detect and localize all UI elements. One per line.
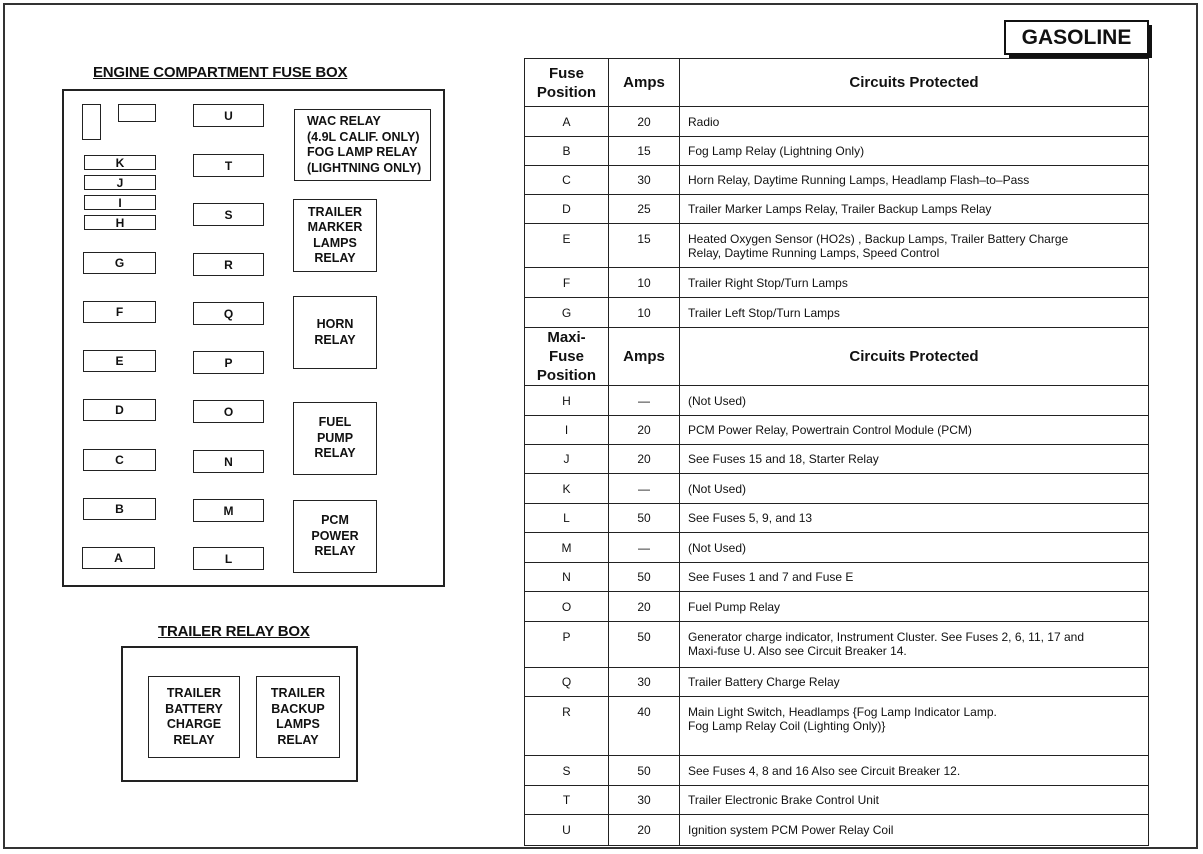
maxi-circuits-cell: See Fuses 5, 9, and 13 (680, 504, 1149, 533)
horn-relay: HORN RELAY (293, 296, 377, 369)
maxi-amps-cell: 50 (609, 504, 680, 533)
maxi-circuits-cell: Fuel Pump Relay (680, 592, 1149, 622)
maxi-position-cell: O (525, 592, 609, 622)
maxi-position-cell: K (525, 474, 609, 504)
maxi-circuits-cell: See Fuses 1 and 7 and Fuse E (680, 563, 1149, 592)
pcm-power-relay: PCM POWER RELAY (293, 500, 377, 573)
table-row (525, 786, 1149, 815)
table-row (525, 298, 1149, 328)
maxi-position-cell: P (525, 622, 609, 668)
table-row (525, 107, 1149, 137)
maxi-circuits-cell: PCM Power Relay, Powertrain Control Module (PCM) (680, 416, 1149, 445)
maxi-circuits-cell: Ignition system PCM Power Relay Coil (680, 815, 1149, 846)
table-row (525, 592, 1149, 622)
maxi-circuits-cell: See Fuses 4, 8 and 16 Also see Circuit Breaker 12. (680, 756, 1149, 786)
fuse-position-cell: D (525, 195, 609, 224)
table-row (525, 268, 1149, 298)
table-row (525, 697, 1149, 756)
table-row (525, 622, 1149, 668)
maxi-amps-cell: 40 (609, 697, 680, 756)
fuse-circuits-cell: Fog Lamp Relay (Lightning Only) (680, 137, 1149, 166)
maxi-position-cell: U (525, 815, 609, 846)
table-row (525, 445, 1149, 474)
fuse-position-cell: F (525, 268, 609, 298)
fuse-circuits-cell: Horn Relay, Daytime Running Lamps, Headlamp Flash–to–Pass (680, 166, 1149, 195)
table-row (525, 668, 1149, 697)
fuse-amps-cell: 10 (609, 298, 680, 328)
trailer-battery-charge-relay: TRAILER BATTERY CHARGE RELAY (148, 676, 240, 758)
fuse-s: S (193, 203, 264, 226)
table-row (525, 474, 1149, 504)
trailer-box-title: TRAILER RELAY BOX (158, 623, 310, 640)
maxi-circuits-cell: Main Light Switch, Headlamps {Fog Lamp Indicator Lamp. Fog Lamp Relay Coil (Lighting Only)} (680, 697, 1149, 756)
fuse-amps-cell: 20 (609, 107, 680, 137)
fuse-q: Q (193, 302, 264, 325)
maxi-header-row (525, 328, 1149, 386)
maxi-amps-cell: 50 (609, 563, 680, 592)
fuse-amps-cell: 10 (609, 268, 680, 298)
fuel-pump-relay: FUEL PUMP RELAY (293, 402, 377, 475)
maxi-position-cell: L (525, 504, 609, 533)
maxi-amps-cell: 50 (609, 756, 680, 786)
fuse-header-position: Fuse Position (525, 59, 609, 107)
fuse-position-cell: G (525, 298, 609, 328)
fuse-o: O (193, 400, 264, 423)
maxi-amps-cell: — (609, 533, 680, 563)
maxi-position-cell: M (525, 533, 609, 563)
fuse-circuits-cell: Trailer Right Stop/Turn Lamps (680, 268, 1149, 298)
maxi-circuits-cell: Trailer Battery Charge Relay (680, 668, 1149, 697)
fuse-b: B (83, 498, 156, 520)
maxi-circuits-cell: Generator charge indicator, Instrument Cluster. See Fuses 2, 6, 11, 17 and Maxi-fuse U. Also see Circuit Breaker 14. (680, 622, 1149, 668)
fuse-c: C (83, 449, 156, 471)
fuse-position-cell: C (525, 166, 609, 195)
fuse-f: F (83, 301, 156, 323)
fuse-position-cell: E (525, 224, 609, 268)
fuse-circuits-cell: Heated Oxygen Sensor (HO2s) , Backup Lamps, Trailer Battery Charge Relay, Daytime Running Lamps, Speed Control (680, 224, 1149, 268)
fuse-d: D (83, 399, 156, 421)
maxi-amps-cell: — (609, 474, 680, 504)
fuse-position-cell: A (525, 107, 609, 137)
table-row (525, 386, 1149, 416)
table-row (525, 815, 1149, 846)
fuse-amps-cell: 15 (609, 224, 680, 268)
table-row (525, 504, 1149, 533)
fuse-r: R (193, 253, 264, 276)
fuse-amps-cell: 15 (609, 137, 680, 166)
fuse-a: A (82, 547, 155, 569)
fuse-i: I (84, 195, 156, 210)
table-row (525, 563, 1149, 592)
maxi-position-cell: H (525, 386, 609, 416)
maxi-circuits-cell: Trailer Electronic Brake Control Unit (680, 786, 1149, 815)
blank-fuse-horizontal (118, 104, 156, 122)
wac-relay: WAC RELAY (4.9L CALIF. ONLY) FOG LAMP RELAY (LIGHTNING ONLY) (294, 109, 431, 181)
fuse-l: L (193, 547, 264, 570)
fuse-t: T (193, 154, 264, 177)
maxi-amps-cell: 50 (609, 622, 680, 668)
maxi-header-circuits: Circuits Protected (680, 328, 1149, 386)
maxi-amps-cell: — (609, 386, 680, 416)
table-row (525, 166, 1149, 195)
fuse-e: E (83, 350, 156, 372)
fuse-p: P (193, 351, 264, 374)
fuse-amps-cell: 25 (609, 195, 680, 224)
fuse-n: N (193, 450, 264, 473)
trailer-backup-lamps-relay: TRAILER BACKUP LAMPS RELAY (256, 676, 340, 758)
maxi-amps-cell: 30 (609, 786, 680, 815)
gasoline-badge: GASOLINE (1004, 20, 1149, 55)
maxi-position-cell: Q (525, 668, 609, 697)
table-row (525, 195, 1149, 224)
fuse-header-amps: Amps (609, 59, 680, 107)
maxi-amps-cell: 20 (609, 592, 680, 622)
maxi-circuits-cell: (Not Used) (680, 474, 1149, 504)
fuse-circuits-cell: Trailer Left Stop/Turn Lamps (680, 298, 1149, 328)
maxi-amps-cell: 20 (609, 445, 680, 474)
table-row (525, 137, 1149, 166)
table-row (525, 224, 1149, 268)
fuse-k: K (84, 155, 156, 170)
engine-box-title: ENGINE COMPARTMENT FUSE BOX (93, 64, 348, 81)
maxi-circuits-cell: See Fuses 15 and 18, Starter Relay (680, 445, 1149, 474)
maxi-position-cell: I (525, 416, 609, 445)
table-row (525, 533, 1149, 563)
table-row (525, 756, 1149, 786)
fuse-h: H (84, 215, 156, 230)
fuse-g: G (83, 252, 156, 274)
blank-fuse-vertical (82, 104, 101, 140)
fuse-circuits-cell: Radio (680, 107, 1149, 137)
trailer-marker-lamps-relay: TRAILER MARKER LAMPS RELAY (293, 199, 377, 272)
maxi-amps-cell: 20 (609, 416, 680, 445)
maxi-header-amps: Amps (609, 328, 680, 386)
maxi-circuits-cell: (Not Used) (680, 533, 1149, 563)
maxi-circuits-cell: (Not Used) (680, 386, 1149, 416)
fuse-j: J (84, 175, 156, 190)
maxi-amps-cell: 20 (609, 815, 680, 846)
maxi-position-cell: T (525, 786, 609, 815)
fuse-table (524, 58, 1149, 846)
table-row (525, 416, 1149, 445)
fuse-amps-cell: 30 (609, 166, 680, 195)
maxi-position-cell: R (525, 697, 609, 756)
maxi-position-cell: J (525, 445, 609, 474)
maxi-amps-cell: 30 (609, 668, 680, 697)
maxi-position-cell: N (525, 563, 609, 592)
fuse-circuits-cell: Trailer Marker Lamps Relay, Trailer Backup Lamps Relay (680, 195, 1149, 224)
maxi-header-position: Maxi-Fuse Position (525, 328, 609, 386)
maxi-position-cell: S (525, 756, 609, 786)
fuse-u: U (193, 104, 264, 127)
fuse-header-row (525, 59, 1149, 107)
fuse-m: M (193, 499, 264, 522)
fuse-header-circuits: Circuits Protected (680, 59, 1149, 107)
fuse-position-cell: B (525, 137, 609, 166)
